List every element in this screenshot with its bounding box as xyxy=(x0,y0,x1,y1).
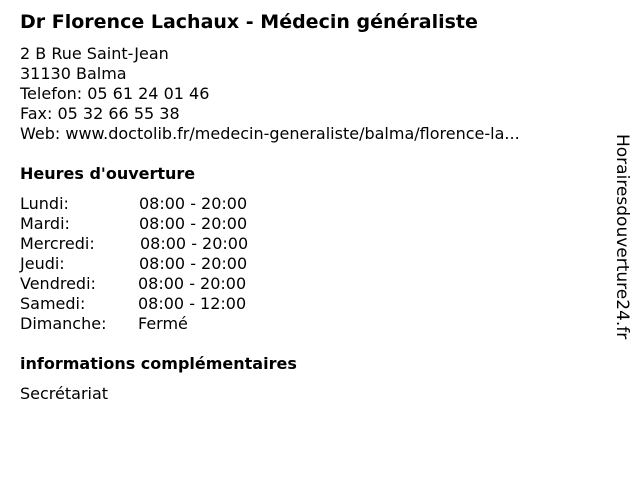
hours-time: 08:00 - 20:00 xyxy=(139,254,248,273)
site-brand-watermark: Horairesdouverture24.fr xyxy=(612,134,632,340)
hours-day: Jeudi: xyxy=(20,254,65,273)
hours-day: Samedi: xyxy=(20,294,86,313)
hours-time: 08:00 - 20:00 xyxy=(139,194,248,213)
hours-time: 08:00 - 12:00 xyxy=(138,294,247,313)
hours-time: 08:00 - 20:00 xyxy=(140,234,249,253)
page-title: Dr Florence Lachaux - Médecin généraliste xyxy=(20,11,478,33)
fax-number: Fax: 05 32 66 55 38 xyxy=(20,104,180,123)
additional-info-heading: informations complémentaires xyxy=(20,354,297,373)
hours-day: Mardi: xyxy=(20,214,70,233)
opening-hours-heading: Heures d'ouverture xyxy=(20,164,196,183)
hours-day: Mercredi: xyxy=(20,234,95,253)
hours-time: Fermé xyxy=(138,314,188,333)
hours-time: 08:00 - 20:00 xyxy=(138,274,247,293)
hours-time: 08:00 - 20:00 xyxy=(139,214,248,233)
address-city: 31130 Balma xyxy=(20,64,127,83)
hours-day: Vendredi: xyxy=(20,274,96,293)
hours-day: Lundi: xyxy=(20,194,69,213)
phone-number: Telefon: 05 61 24 01 46 xyxy=(20,84,210,103)
website-link[interactable]: Web: www.doctolib.fr/medecin-generaliste/balma/florence-la... xyxy=(20,124,520,143)
hours-day: Dimanche: xyxy=(20,314,107,333)
contact-block xyxy=(20,44,520,144)
address-street: 2 B Rue Saint-Jean xyxy=(20,44,169,63)
additional-info-item: Secrétariat xyxy=(20,384,109,403)
